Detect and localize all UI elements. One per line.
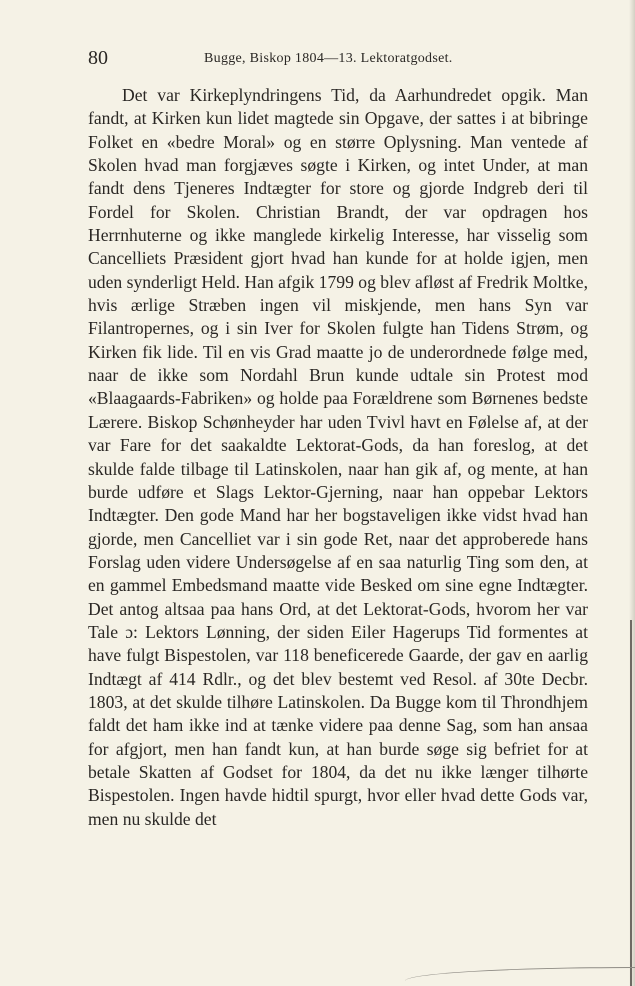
page-curl-edge [405,967,635,982]
body-paragraph: Det var Kirkeplyndringens Tid, da Aarhundredet opgik. Man fandt, at Kirken kun lidet magtede sin Opgave, der sattes i at bibringe Folket en «bedre Moral» og en større Oplysning. Man ventede af Skolen hvad man forgjæves søgte i Kirken, og intet Under, at man fandt dens Tjeneres Indtægter for store og gjorde Indgreb deri til Fordel for Skolen. Christian Brandt, der var opdragen hos Herrnhuterne og ikke manglede kirkelig Interesse, har visselig som Cancelliets Præsident gjort hvad han kunde for at holde igjen, men uden synderligt Held. Han afgik 1799 og blev afløst af Fredrik Moltke, hvis ærlige Stræben ingen vil miskjende, men hans Syn var Filantropernes, og i sin Iver for Skolen fulgte han Tidens Strøm, og Kirken fik lide. Til en vis Grad maatte jo de underordnede følge med, naar de ikke som Nordahl Brun kunde udtale sin Protest mod «Blaagaards-Fabriken» og holde paa Forældrene som Børnenes bedste Lærere. Biskop Schønheyder har uden Tvivl havt en Følelse af, at der var Fare for det saakaldte Lektorat-Gods, da han foreslog, at det skulde falde tilbage til Latinskolen, naar han gik af, og mente, at han burde udføre et Slags Lektor-Gjerning, naar han oppebar Lektors Indtægter. Den gode Mand har her bogstaveligen ikke vidst hvad han gjorde, men Cancelliet var i sin gode Ret, naar det approberede hans Forslag uden videre Undersøgelse af en saa naturlig Ting som den, at en gammel Embedsmand maatte vide Besked om sine egne Indtægter. Det antog altsaa paa hans Ord, at det Lektorat-Gods, hvorom her var Tale ɔ: Lektors Lønning, der siden Eiler Hagerups Tid formentes at have fulgt Bispestolen, var 118 beneficerede Gaarde, der gav en aarlig Indtægt af 414 Rdlr., og det blev bestemt ved Resol. af 30te Decbr. 1803, at det skulde tilhøre Latinskolen. Da Bugge kom til Throndhjem faldt det ham ikke ind at tænke videre paa denne Sag, som han ansaa for afgjort, men han fandt kun, at han burde søge sig befriet for at betale Skatten af Godset for 1804, da det nu ikke længer tilhørte Bispestolen. Ingen havde hidtil spurgt, hvor eller hvad dette Gods var, men nu skulde det [88,85,588,829]
page-number: 80 [88,47,108,69]
page-header [88,44,588,74]
page-edge-line [630,620,632,986]
running-head: Bugge, Biskop 1804—13. Lektoratgodset. [204,51,453,66]
